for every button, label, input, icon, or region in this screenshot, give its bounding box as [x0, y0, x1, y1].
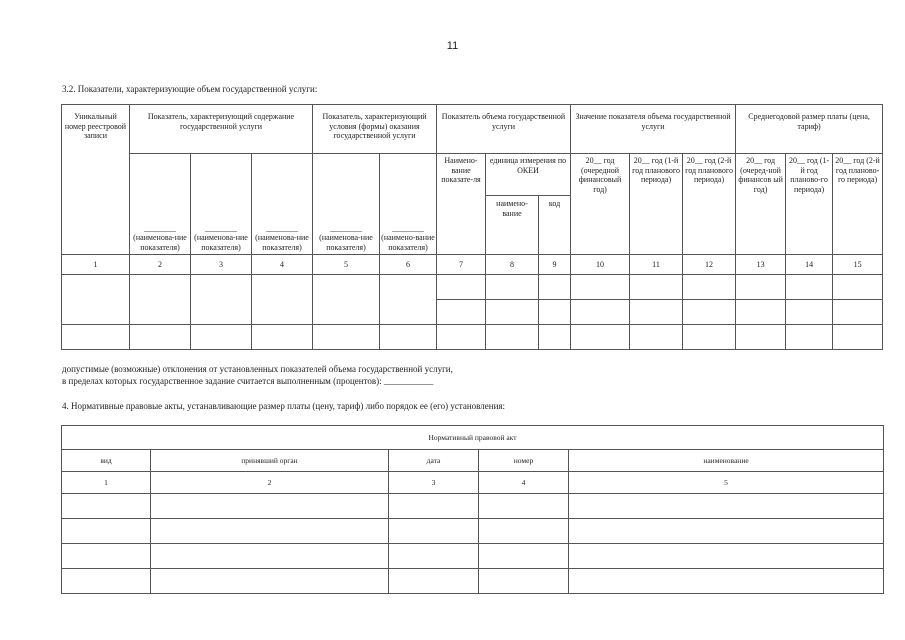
column-number-row: 1 2 3 4 5 6 7 8 9 10 11 12 13 14 15: [62, 255, 883, 275]
header-conditions-indicator: Показатель, характеризующий условия (формы) оказания государственной услуги: [313, 105, 437, 154]
header-unique-number: Уникальный номер реестровой записи: [62, 105, 130, 255]
header-year-2: 20__ год (1-й год планового периода): [630, 154, 683, 255]
content-subheader-2: ________ (наименова-ние показателя): [191, 154, 252, 255]
header-okei-unit: единица измерения по ОКЕИ: [486, 154, 571, 196]
header-year-3: 20__ год (2-й год планового периода): [683, 154, 736, 255]
table-row: [62, 569, 884, 594]
table-row: [62, 275, 883, 300]
header-content-indicator: Показатель, характеризующий содержание государственной услуги: [130, 105, 313, 154]
header-date: дата: [389, 450, 479, 472]
content-subheader-1: ________ (наименова-ние показателя): [130, 154, 191, 255]
conditions-subheader-1: ________ (наименова-ние показателя): [313, 154, 380, 255]
content-subheader-3: ________ (наименова-ние показателя): [252, 154, 313, 255]
deviation-text-line-2: в пределах которых государственное задание считается выполненным (процентов): ___________: [62, 376, 434, 386]
header-indicator-value: Значение показателя объема государственной услуги: [571, 105, 736, 154]
table-row: [62, 494, 884, 519]
header-title: наименование: [569, 450, 884, 472]
header-fee-year-1: 20__ год (очеред-ной финансов ый год): [736, 154, 786, 255]
legal-acts-table: [61, 425, 884, 594]
header-kind: вид: [62, 450, 151, 472]
section-4-heading: 4. Нормативные правовые акты, устанавливающие размер платы (цену, тариф) либо порядок ее (его) установления:: [62, 401, 506, 411]
header-indicator-name: Наимено-вание показате-ля: [437, 154, 486, 255]
header-unit-name: наимено-вание: [486, 196, 539, 255]
page-number: 11: [446, 40, 459, 52]
header-average-fee: Среднегодовой размер платы (цена, тариф): [736, 105, 883, 154]
header-fee-year-2: 20__ год (1-й год планово-го периода): [786, 154, 833, 255]
column-number-row: 1 2 3 4 5: [62, 472, 884, 494]
table-row: [62, 519, 884, 544]
header-number: номер: [479, 450, 569, 472]
header-issuing-body: принявший орган: [151, 450, 389, 472]
conditions-subheader-2: ________ (наимено-вание показателя): [380, 154, 437, 255]
table-row: [62, 544, 884, 569]
deviation-text-line-1: допустимые (возможные) отклонения от установленных показателей объема государственной услуги,: [62, 364, 453, 374]
volume-indicators-table: [61, 104, 883, 350]
legal-act-title: Нормативный правовой акт: [62, 426, 884, 450]
table-row: [62, 325, 883, 350]
header-year-1: 20__ год (очередной финансовый год): [571, 154, 630, 255]
header-unit-code: код: [539, 196, 571, 255]
section-3-2-heading: 3.2. Показатели, характеризующие объем государственной услуги:: [62, 84, 318, 94]
header-fee-year-3: 20__ год (2-й год планово-го периода): [833, 154, 883, 255]
header-volume-indicator: Показатель объема государственной услуги: [437, 105, 571, 154]
